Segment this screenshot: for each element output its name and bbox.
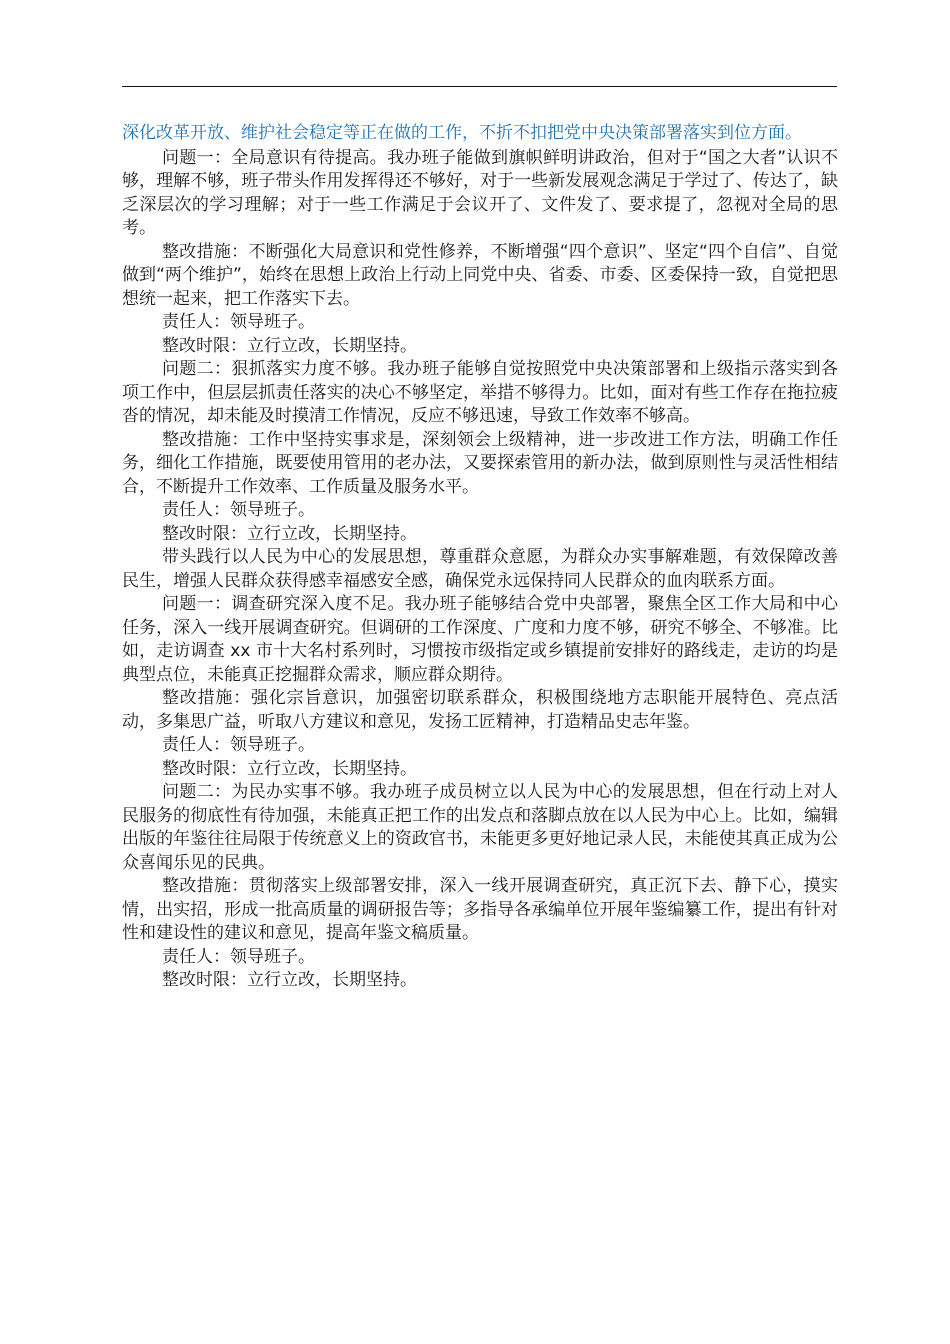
paragraph: 整改时限：立行立改，长期坚持。 [162,335,417,356]
paragraph: 整改时限：立行立改，长期坚持。 [162,523,417,544]
paragraph: 问题一：全局意识有待提高。我办班子能做到旗帜鲜明讲政治，但对于“国之大者”认识不够，理解不够，班子带头作用发挥得还不够好，对于一些新发展观念满足于学过了、传达了，缺乏深层次的学习理解；对于一些工作满足于会议开了、文件发了、要求提了，忽视对全局的思考。 [122,147,838,238]
paragraph: 责任人：领导班子。 [162,312,315,332]
paragraph: 问题二：为民办实事不够。我办班子成员树立以人民为中心的发展思想，但在行动上对人民服务的彻底性有待加强，未能真正把工作的出发点和落脚点放在以人民为中心上。比如，编辑出版的年鉴往往局限于传统意义上的资政官书，未能更多更好地记录人民，未能使其真正成为公众喜闻乐见的民典。 [122,782,838,873]
paragraph: 责任人：领导班子。 [162,735,315,755]
paragraph: 整改时限：立行立改，长期坚持。 [162,758,417,779]
header-rule [122,86,837,87]
paragraph: 整改措施：强化宗旨意识，加强密切联系群众，积极围绕地方志职能开展特色、亮点活动，多集思广益，听取八方建议和意见，发扬工匠精神，打造精品史志年鉴。 [122,688,838,732]
paragraph: 整改措施：不断强化大局意识和党性修养，不断增强“四个意识”、坚定“四个自信”、自觉做到“两个维护”，始终在思想上政治上行动上同党中央、省委、市委、区委保持一致，自觉把思想统一起来，把工作落实下去。 [122,241,838,309]
paragraph: 整改措施：贯彻落实上级部署安排，深入一线开展调查研究，真正沉下去、静下心，摸实情，出实招，形成一批高质量的调研报告等；多指导各承编单位开展年鉴编纂工作，提出有针对性和建设性的建议和意见，提高年鉴文稿质量。 [122,876,838,943]
paragraph: 责任人：领导班子。 [162,946,315,967]
paragraph: 整改时限：立行立改，长期坚持。 [162,970,417,990]
paragraph: 责任人：领导班子。 [162,500,315,520]
paragraph: 整改措施：工作中坚持实事求是，深刻领会上级精神，进一步改进工作方法，明确工作任务，细化工作措施，既要使用管用的老办法，又要探索管用的新办法，做到原则性与灵活性相结合，不断提升工作效率、工作质量及服务水平。 [122,429,838,497]
paragraph: 问题二：狠抓落实力度不够。我办班子能够自觉按照党中央决策部署和上级指示落实到各项工作中，但层层抓责任落实的决心不够坚定，举措不够得力。比如，面对有些工作存在拖拉疲沓的情况，却未能及时摸清工作情况，反应不够迅速，导致工作效率不够高。 [122,359,838,426]
paragraph: 问题一：调查研究深入度不足。我办班子能够结合党中央部署，聚焦全区工作大局和中心任务，深入一线开展调查研究。但调研的工作深度、广度和力度不够，研究不够全、不够准。比如，走访调查 xx 市十大名村系列时，习惯按市级指定或乡镇提前安排好的路线走，走访的均是典型点位，未能真正挖掘群众需求，顺应群众期待。 [122,594,838,685]
paragraph: 带头践行以人民为中心的发展思想，尊重群众意愿，为群众办实事解难题，有效保障改善民生，增强人民群众获得感幸福感安全感，确保党永远保持同人民群众的血肉联系方面。 [122,547,838,591]
document-body [122,122,838,993]
section-heading: 深化改革开放、维护社会稳定等正在做的工作，不折不扣把党中央决策部署落实到位方面。 [122,123,802,143]
